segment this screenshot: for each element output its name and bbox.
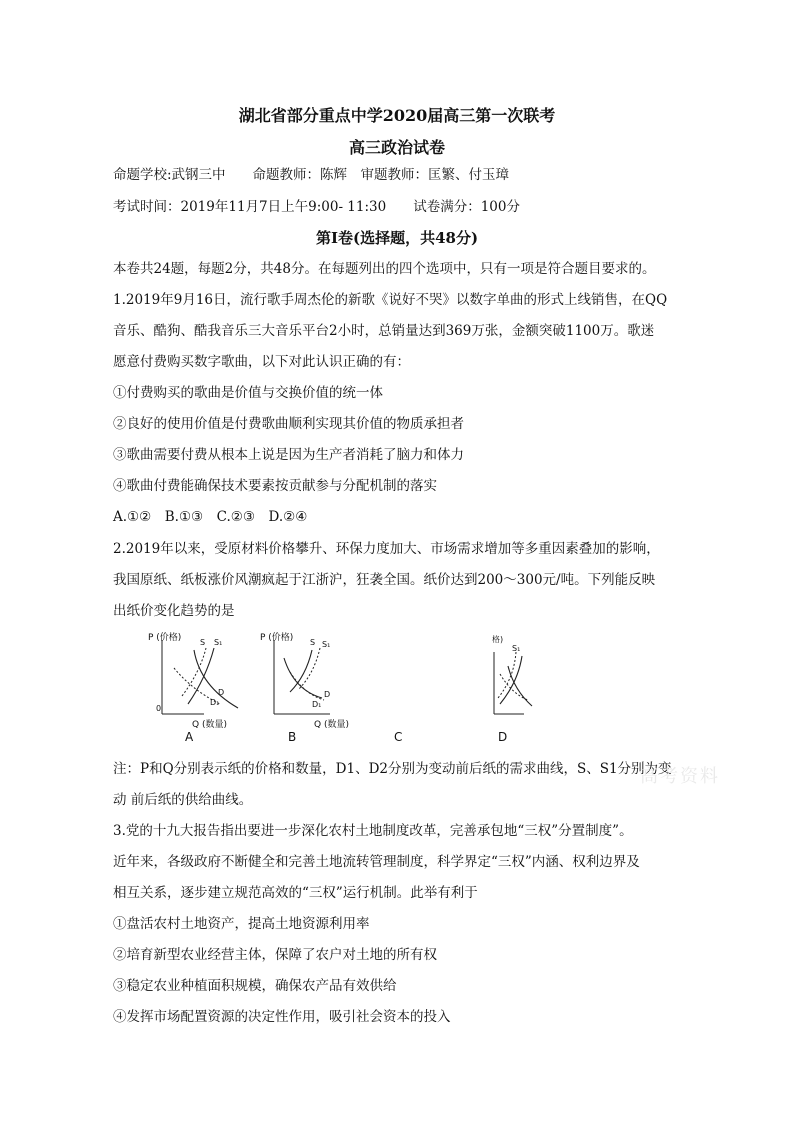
section-instructions: 本卷共24题，每题2分，共48分。在每题列出的四个选项中，只有一项是符合题目要求的。 [113, 261, 656, 277]
graph-a-price-axis-label: P (价格) [148, 633, 182, 643]
q1-line-2: 音乐、酷狗、酷我音乐三大音乐平台2小时，总销量达到369万张，金额突破1100万。歌迷 [113, 323, 655, 339]
q3-option-1: ①盘活农村土地资产，提高土地资源利用率 [113, 916, 370, 932]
graph-a-caption: A [185, 730, 194, 744]
graph-a-s1-label: S₁ [214, 638, 223, 647]
graph-d-caption: D [498, 730, 508, 744]
graph-d-s1-label: S₁ [512, 644, 521, 653]
q3-option-4: ④发挥市场配置资源的决定性作用，吸引社会资本的投入 [113, 1009, 451, 1025]
q1-choices: A.①② B.①③ C.②③ D.②④ [113, 509, 308, 525]
graph-b-s1-label: S₁ [322, 640, 331, 649]
q2-line-2: 我国原纸、纸板涨价风潮疯起于江浙沪，狂袭全国。纸价达到200～300元/吨。下列能反映 [113, 572, 656, 588]
watermark: 高考资料 [640, 766, 720, 787]
graph-b-s-label: S [310, 638, 316, 647]
q3-line-3: 相互关系，逐步建立规范高效的“三权”运行机制。此举有利于 [113, 885, 478, 901]
q2-note-line-1: 注：P和Q分别表示纸的价格和数量，D1、D2分别为变动前后纸的需求曲线，S、S1分别为变 [113, 761, 672, 777]
q3-option-3: ③稳定农业种植面积规模，确保农产品有效供给 [113, 978, 397, 994]
graph-b-price-axis-label: P (价格) [260, 633, 294, 643]
graph-a-s-label: S [200, 638, 206, 647]
graph-d-price-axis-label: 格) [492, 635, 504, 644]
graph-a-d-label: D [218, 688, 225, 697]
exam-subtitle: 高三政治试卷 [348, 138, 445, 157]
graph-b-caption: B [288, 730, 297, 744]
graph-a-quantity-axis-label: Q (数量) [192, 720, 227, 730]
graph-a [148, 628, 248, 728]
graph-c-caption: C [394, 730, 403, 744]
q2-line-1: 2.2019年以来，受原材料价格攀升、环保力度加大、市场需求增加等多重因素叠加的影响， [113, 541, 660, 557]
graph-b-quantity-axis-label: Q (数量) [314, 720, 349, 730]
exam-info-line: 考试时间：2019年11月7日上午9:00- 11:30 试卷满分：100分 [113, 199, 520, 215]
graph-b-d1-label: D₁ [312, 700, 322, 709]
q2-note-line-2: 动 前后纸的供给曲线。 [113, 792, 253, 808]
q1-option-2: ②良好的使用价值是付费歌曲顺利实现其价值的物质承担者 [113, 416, 464, 432]
supply-demand-figures [148, 628, 548, 746]
graph-b-d-label: D [324, 690, 331, 699]
q1-option-4: ④歌曲付费能确保技术要素按贡献参与分配机制的落实 [113, 478, 437, 494]
graph-d [478, 628, 548, 728]
section-title: 第Ⅰ卷(选择题，共48分) [315, 229, 479, 247]
exam-title: 湖北省部分重点中学2020届高三第一次联考 [238, 106, 556, 125]
q1-line-1: 1.2019年9月16日，流行歌手周杰伦的新歌《说好不哭》以数字单曲的形式上线销售，在QQ [113, 292, 668, 308]
q3-option-2: ②培育新型农业经营主体，保障了农户对土地的所有权 [113, 947, 437, 963]
q1-line-3: 愿意付费购买数字歌曲，以下对此认识正确的有： [113, 354, 410, 370]
q1-option-1: ①付费购买的歌曲是价值与交换价值的统一体 [113, 385, 383, 401]
graph-a-origin-label: 0 [156, 704, 162, 713]
q3-line-2: 近年来，各级政府不断健全和完善土地流转管理制度，科学界定“三权”内涵、权利边界及 [113, 854, 640, 870]
q2-line-3: 出纸价变化趋势的是 [113, 603, 235, 619]
graph-a-d1-label: D₁ [210, 698, 220, 707]
q1-option-3: ③歌曲需要付费从根本上说是因为生产者消耗了脑力和体力 [113, 447, 464, 463]
authors-line: 命题学校:武钢三中 命题教师：陈辉 审题教师：匡繁、付玉璋 [113, 167, 510, 183]
q3-line-1: 3.党的十九大报告指出要进一步深化农村土地制度改革，完善承包地“三权”分置制度”。 [113, 823, 633, 839]
